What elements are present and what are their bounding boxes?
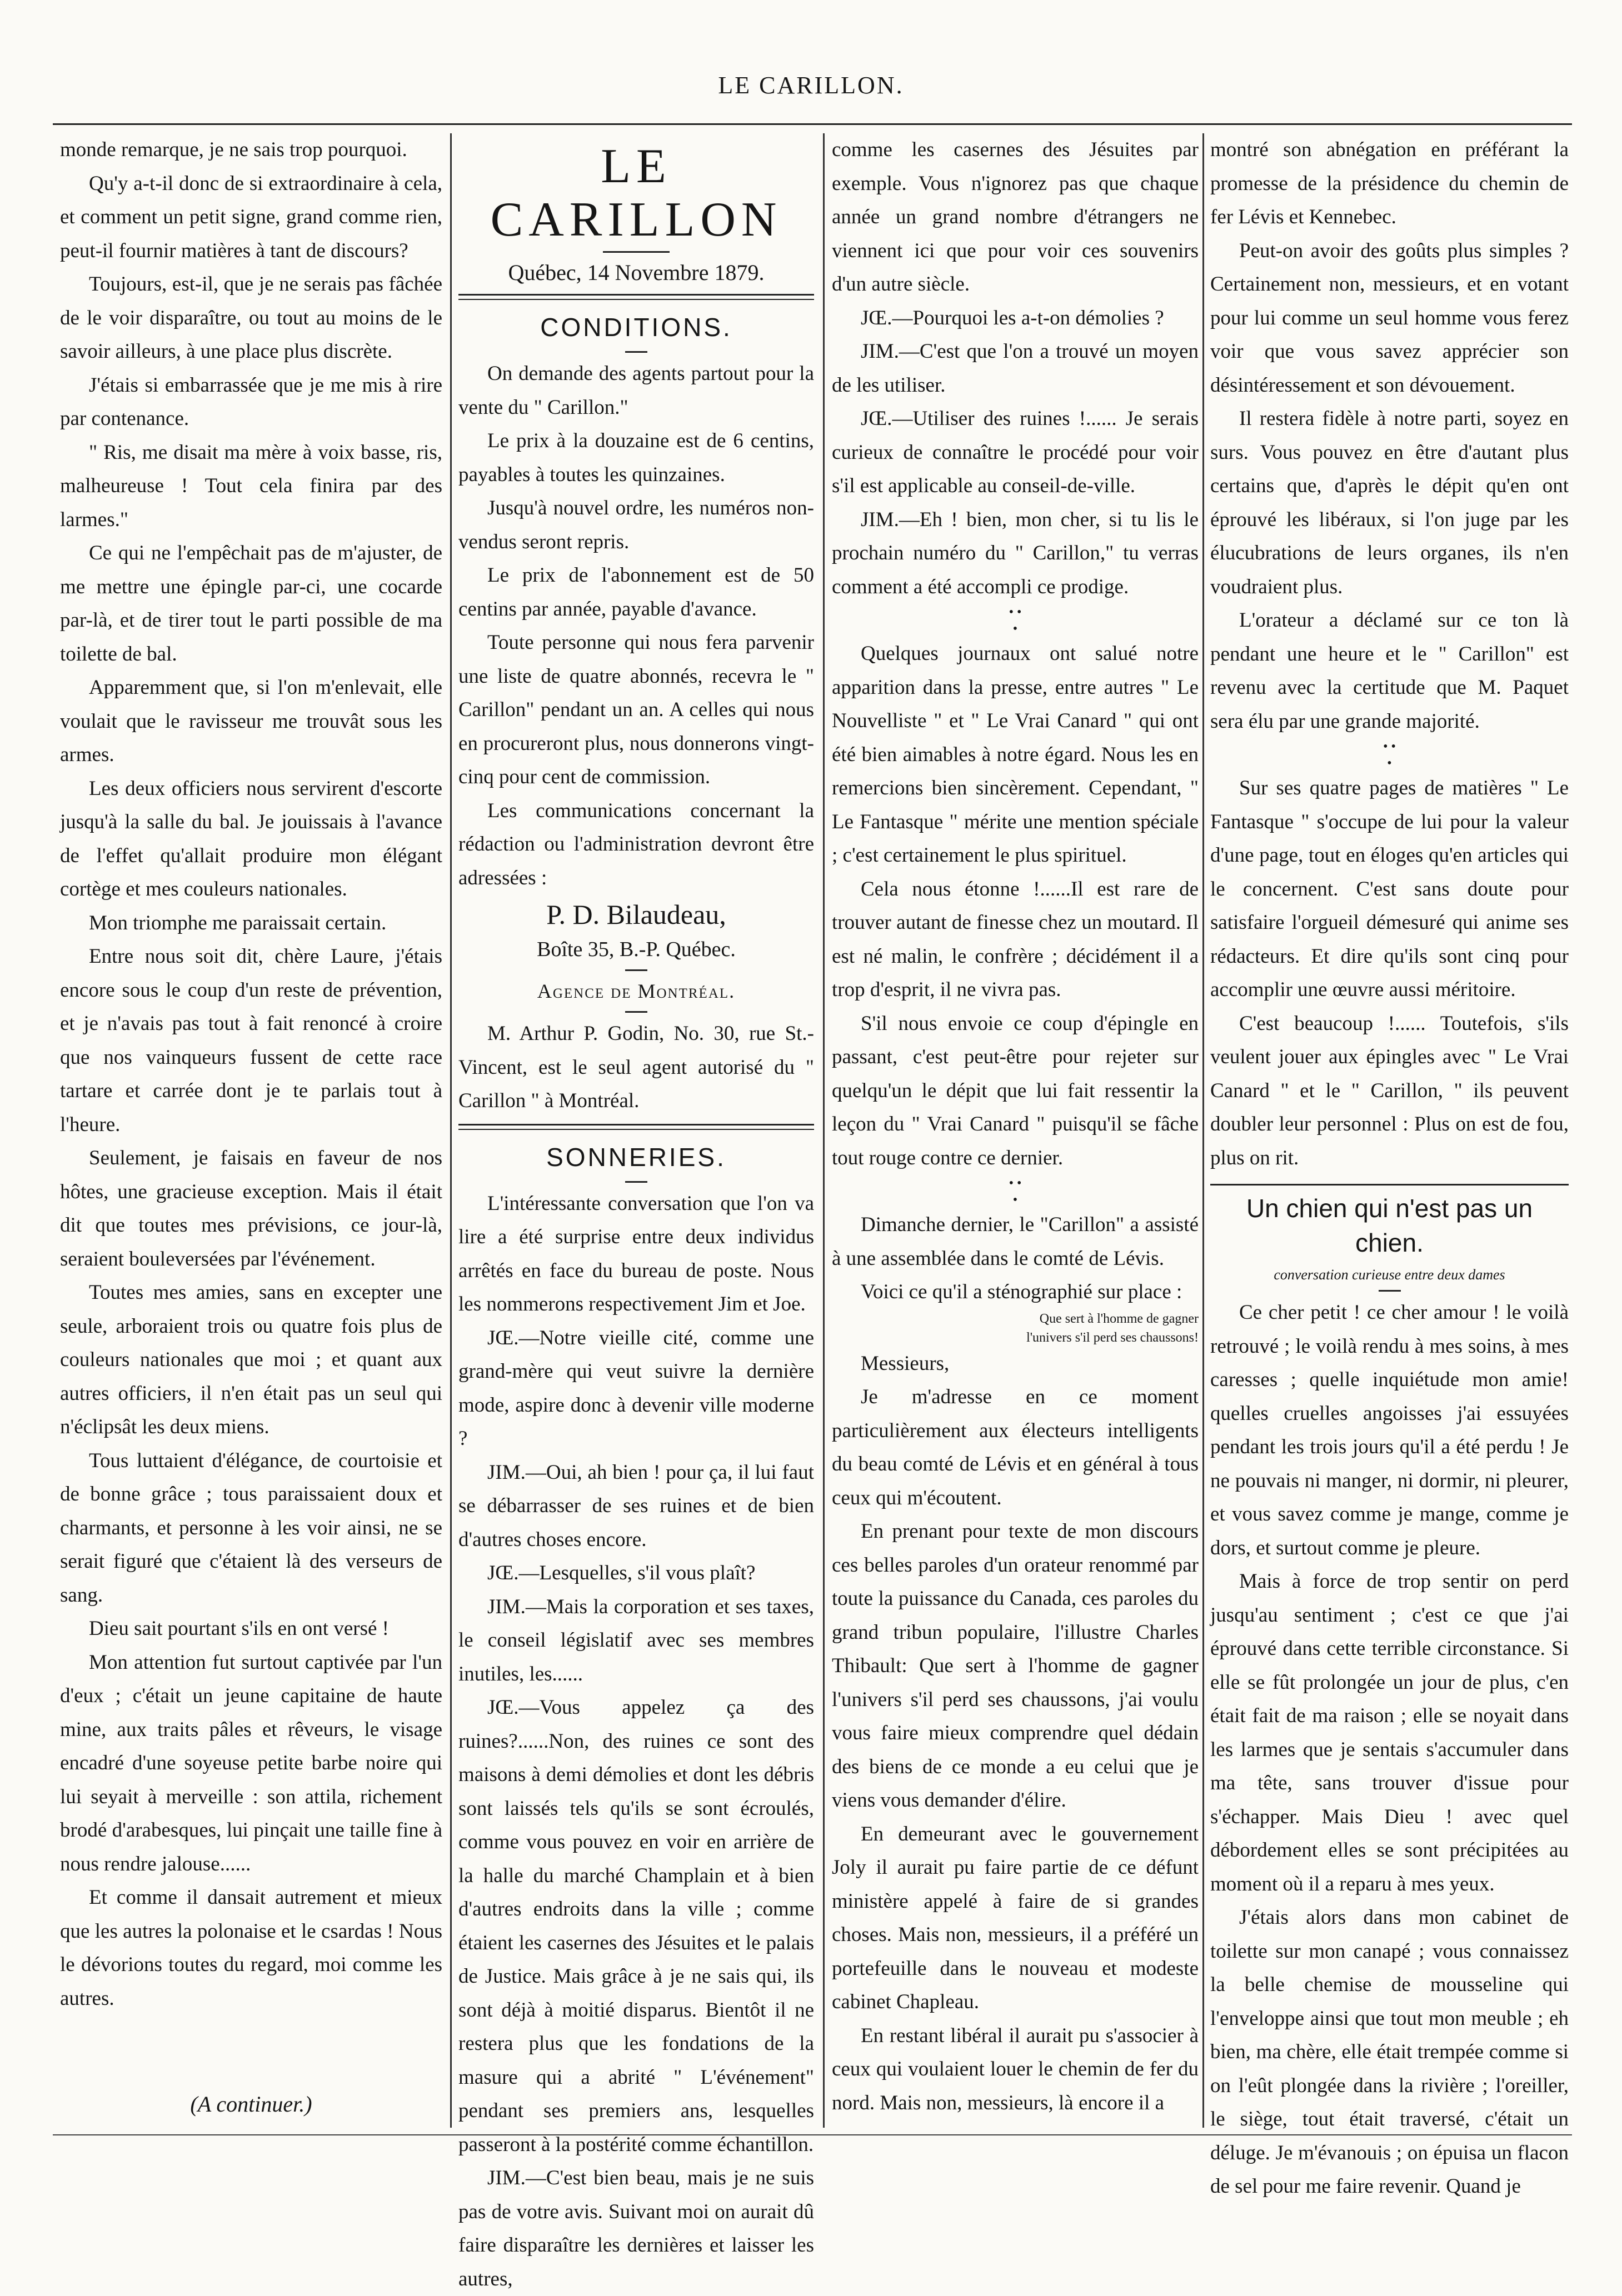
paragraph: Mon triomphe me paraissait certain. — [89, 911, 387, 934]
paragraph: " Ris, me disait ma mère à voix basse, ris, malheureuse ! Tout cela finira par des larmes." — [60, 441, 442, 531]
agent-address: Boîte 35, B.-P. Québec. — [537, 938, 736, 961]
paragraph: M. Arthur P. Godin, No. 30, rue St.-Vincent, est le seul agent autorisé du " Carillon " à Montréal. — [458, 1022, 814, 1112]
paragraph: J'étais si embarrassée que je me mis à rire par contenance. — [60, 373, 442, 430]
montreal-heading: Agence de Montréal. — [537, 980, 736, 1002]
column-3 — [832, 133, 1199, 2128]
column-divider — [450, 133, 452, 2128]
paragraph: JŒ.—Pourquoi les a-t-on démolies ? — [861, 306, 1164, 329]
rule — [458, 294, 814, 300]
asterism-ornament: • • • — [1383, 739, 1396, 771]
rule — [603, 251, 670, 253]
paragraph: Jusqu'à nouvel ordre, les numéros non-vendus seront repris. — [458, 497, 814, 553]
paragraph: montré son abnégation en préférant la promesse de la présidence du chemin de fer Lévis et Kennebec. — [1210, 138, 1569, 228]
paragraph: J'étais alors dans mon cabinet de toilette sur mon canapé ; vous connaissez la belle chemise de mousseline qui l'enveloppe ainsi que tout mon meuble ; eh bien, ma chère, elle était trempée comme si on l'eût plongée dans la rivière ; l'oreiller, le siège, tout était traversé, c'était un déluge. Je m'évanouis ; on épuisa un flacon de sel pour me faire revenir. Quand je — [1210, 1906, 1569, 2198]
paragraph: JIM.—C'est que l'on a trouvé un moyen de les utiliser. — [832, 340, 1199, 397]
paragraph: C'est beaucoup !...... Toutefois, s'ils veulent jouer aux épingles avec " Le Vrai Canard " et le " Carillon, " ils peuvent doubler leur personnel : Plus on est de fou, plus on rit. — [1210, 1012, 1569, 1169]
addressee: Messieurs, — [861, 1352, 950, 1375]
paragraph: Tous luttaient d'élégance, de courtoisie et de bonne grâce ; tous paraissaient doux et charmants, et personne à les voir ainsi, ne se serait figuré que c'étaient là des verseurs de sang. — [60, 1449, 442, 1607]
article-subtitle: conversation curieuse entre deux dames — [1274, 1267, 1505, 1283]
top-rule — [53, 123, 1572, 125]
paragraph: Les communications concernant la rédaction ou l'administration devront être adressées : — [458, 799, 814, 889]
paragraph: Il restera fidèle à notre parti, soyez en surs. Vous pouvez en être d'autant plus certains que, d'après le dépit qu'en ont éprouvé les libéraux, si l'on juge par les élucubrations de leurs organes, ils n'en voudraient plus. — [1210, 407, 1569, 598]
epigraph-line: Que sert à l'homme de gagner — [1039, 1311, 1199, 1326]
column-divider — [823, 133, 825, 2128]
rule — [1210, 1184, 1569, 1185]
masthead: LE CARILLON — [490, 139, 782, 247]
paragraph: On demande des agents partout pour la vente du " Carillon." — [458, 362, 814, 419]
paragraph: JIM.—C'est bien beau, mais je ne suis pas de votre avis. Suivant moi on aurait dû faire disparaître les dernières et laisser les autres, — [458, 2167, 814, 2290]
paragraph: Entre nous soit dit, chère Laure, j'étais encore sous le coup d'un reste de prévention, et je n'avais pas tout à fait renoncé à croire que nos vainqueurs fussent de cette race tartare et carrée dont je te parlais tout à l'heure. — [60, 945, 442, 1136]
paragraph: Cela nous étonne !......Il est rare de trouver autant de finesse chez un moutard. Il est né malin, le confrère ; décidément il a trop d'esprit, il ne vivra pas. — [832, 877, 1199, 1001]
paragraph: Dimanche dernier, le "Carillon" a assisté à une assemblée dans le comté de Lévis. — [832, 1213, 1199, 1270]
paragraph: JIM.—Eh ! bien, mon cher, si tu lis le prochain numéro du " Carillon," tu verras comment a été accompli ce prodige. — [832, 508, 1199, 598]
paragraph: Sur ses quatre pages de matières " Le Fantasque " s'occupe de lui pour la valeur d'une page, tout en éloges qu'en articles qui le concernent. C'est sans doute pour satisfaire l'orgueil démesuré qui anime ses rédacteurs. Et dire qu'ils sont cinq pour accomplir une œuvre aussi méritoire. — [1210, 777, 1569, 1001]
paragraph: JŒ.—Vous appelez ça des ruines?......Non, des ruines ce sont des maisons à demi démolies et dont les débris sont laissés tels qu'ils se sont écroulés, comme vous pouvez en voir en arrière de la halle du marché Champlain et à bien d'autres endroits dans la ville ; comme étaient les casernes des Jésuites et le palais de Justice. Mais grâce à je ne sais qui, ils sont déjà à moitié disparus. Bientôt il ne restera plus que les fondations de la masure qui a abrité " L'événement" pendant ses premiers ans, lesquelles passeront à la postérité comme échantillon. — [458, 1696, 814, 2156]
paragraph: Mais à force de trop sentir on perd jusqu'au sentiment ; c'est ce que j'ai éprouvé dans cette terrible circonstance. Si elle se fût prolongée un jour de plus, c'en était fait de ma raison ; elle se noyait dans les larmes que je sentais s'accumuler dans ma tête, sans trouver d'issue pour s'échapper. Mais Dieu ! avec quel débordement elles se sont précipitées au moment où il a reparu à mes yeux. — [1210, 1570, 1569, 1895]
to-be-continued: (A continuer.) — [190, 2092, 312, 2117]
paragraph: Ce qui ne l'empêchait pas de m'ajuster, de me mettre une épingle par-ci, une cocarde par-là, et de tirer tout le parti possible de ma toilette de bal. — [60, 542, 442, 666]
epigraph-line: l'univers s'il perd ses chaussons! — [1026, 1330, 1199, 1345]
rule — [625, 351, 647, 353]
agent-name: P. D. Bilaudeau, — [546, 899, 726, 930]
paragraph: JŒ.—Notre vieille cité, comme une grand-mère qui veut suivre la dernière mode, aspire donc à devenir ville moderne ? — [458, 1326, 814, 1450]
rule — [625, 1181, 647, 1183]
paragraph: Seulement, je faisais en faveur de nos hôtes, une gracieuse exception. Mais il était dit que toutes mes prévisions, ce jour-là, seraient bouleversées par l'événement. — [60, 1147, 442, 1270]
paragraph: En prenant pour texte de mon discours ces belles paroles d'un orateur renommé par toute la puissance du Canada, ces paroles du grand tribun populaire, l'illustre Charles Thibault: Que sert à l'homme de gagner l'univers s'il perd ses chaussons, j'ai voulu vous faire mieux comprendre quel dédain des biens de ce monde a eu celui que je viens vous demander d'élire. — [832, 1520, 1199, 1812]
paragraph: S'il nous envoie ce coup d'épingle en passant, c'est peut-être pour rejeter sur quelqu'un le dépit que lui fait ressentir la leçon du " Vrai Canard " puisqu'il se fâche tout rouge contre ce dernier. — [832, 1012, 1199, 1169]
paragraph: JIM.—Mais la corporation et ses taxes, le conseil législatif avec ses membres inutiles, les...... — [458, 1595, 814, 1685]
paragraph: L'orateur a déclamé sur ce ton là pendant une heure et le " Carillon" est revenu avec la certitude que M. Paquet sera élu par une grande majorité. — [1210, 609, 1569, 733]
paragraph: Apparemment que, si l'on m'enlevait, elle voulait que le ravisseur me trouvât sous les armes. — [60, 676, 442, 766]
paragraph: JŒ.—Utiliser des ruines !...... Je serais curieux de connaître le procédé pour voir s'il est applicable au conseil-de-ville. — [832, 407, 1199, 497]
sonneries-heading: SONNERIES. — [546, 1142, 726, 1172]
dateline: Québec, 14 Novembre 1879. — [508, 260, 765, 285]
asterism-ornament: • • • — [1009, 605, 1022, 636]
rule — [458, 1124, 814, 1130]
rule — [625, 1011, 647, 1013]
rule — [625, 969, 647, 971]
paragraph: En restant libéral il aurait pu s'associer à ceux qui voulaient louer le chemin de fer du nord. Mais non, messieurs, là encore il a — [832, 2024, 1199, 2114]
paragraph: Voici ce qu'il a sténographié sur place : — [861, 1280, 1182, 1303]
paragraph: Toujours, est-il, que je ne serais pas fâchée de le voir disparaître, ou tout au moins de le savoir ailleurs, à une place plus discrète. — [60, 273, 442, 363]
paragraph: JŒ.—Lesquelles, s'il vous plaît? — [487, 1562, 756, 1584]
paragraph: Je m'adresse en ce moment particulièrement aux électeurs intelligents du beau comté de Lévis et en général à tous ceux qui m'écoutent. — [832, 1385, 1199, 1509]
paragraph: Quelques journaux ont salué notre apparition dans la presse, entre autres " Le Nouvelliste " et " Le Vrai Canard " qui ont été bien aimables à notre égard. Nous les en remercions bien sincèrement. Cependant, " Le Fantasque " mérite une mention spéciale ; c'est certainement le plus spirituel. — [832, 642, 1199, 867]
paragraph: comme les casernes des Jésuites par exemple. Vous n'ignorez pas que chaque année un grand nombre d'étrangers ne viennent ici que pour voir ces souvenirs d'un autre siècle. — [832, 138, 1199, 296]
paragraph: Le prix de l'abonnement est de 50 centins par année, payable d'avance. — [458, 564, 814, 621]
paragraph: Toute personne qui nous fera parvenir une liste de quatre abonnés, recevra le " Carillon" pendant un an. A celles qui nous en procureront plus, nous donnerons vingt-cinq pour cent de commission. — [458, 631, 814, 788]
paragraph: Les deux officiers nous servirent d'escorte jusqu'à la salle du bal. Je jouissais à l'avance de l'effet qu'allait produire mon élégant cortège et mes couleurs nationales. — [60, 777, 442, 901]
paragraph: Dieu sait pourtant s'ils en ont versé ! — [89, 1617, 389, 1640]
running-head: LE CARILLON. — [718, 72, 904, 99]
bottom-rule — [53, 2134, 1572, 2135]
paragraph: En demeurant avec le gouvernement Joly il aurait pu faire partie de ce défunt ministère appelé à faire de si grandes choses. Mais non, messieurs, il a préféré un portefeuille dans le nouveau et modeste cabinet Chapleau. — [832, 1822, 1199, 2013]
paragraph: Toutes mes amies, sans en excepter une seule, arboraient trois ou quatre fois plus de couleurs nationales que moi ; et quant aux autres officiers, il n'en était pas un seul qui n'éclipsât les deux miens. — [60, 1281, 442, 1438]
paragraph: Mon attention fut surtout captivée par l'un d'eux ; c'était un jeune capitaine de haute mine, aux traits pâles et rêveurs, le visage encadré d'une soyeuse petite barbe noire qui lui seyait à merveille : son attila, richement brodé d'arabesques, lui pinçait une taille fine à nous rendre jalouse...... — [60, 1650, 442, 1875]
paragraph: L'intéressante conversation que l'on va lire a été surprise entre deux individus arrêtés en face du bureau de poste. Nous les nommerons respectivement Jim et Joe. — [458, 1192, 814, 1315]
column-4 — [1210, 133, 1569, 2198]
column-1 — [60, 133, 442, 2128]
column-2 — [458, 133, 814, 2290]
paragraph: monde remarque, je ne sais trop pourquoi. — [60, 138, 407, 161]
column-divider — [1202, 133, 1204, 2128]
paragraph: Le prix à la douzaine est de 6 centins, payables à toutes les quinzaines. — [458, 429, 814, 486]
paragraph: Et comme il dansait autrement et mieux que les autres la polonaise et le csardas ! Nous le dévorions toutes du regard, moi comme les autres. — [60, 1886, 442, 2010]
asterism-ornament: • • • — [1009, 1176, 1022, 1207]
rule — [1379, 1290, 1401, 1292]
paragraph: JIM.—Oui, ah bien ! pour ça, il lui faut se débarrasser de ses ruines et de bien d'autres choses encore. — [458, 1460, 814, 1551]
paragraph: Peut-on avoir des goûts plus simples ? Certainement non, messieurs, et en votant pour lui comme un seul homme vous ferez voir que vous savez apprécier son désintéressement et son dévouement. — [1210, 239, 1569, 397]
article-title: Un chien qui n'est pas un chien. — [1246, 1194, 1533, 1257]
conditions-heading: CONDITIONS. — [540, 313, 732, 342]
paragraph: Ce cher petit ! ce cher amour ! le voilà retrouvé ; le voilà rendu à mes soins, à mes caresses ; quelle inquiétude mon amie! quelles cruelles angoisses j'ai essuyées pendant les trois jours qu'il a été perdu ! Je ne pouvais ni manger, ni dormir, ni pleurer, et vous savez comme je mange, comme je dors, et surtout comme je pleure. — [1210, 1301, 1569, 1559]
paragraph: Qu'y a-t-il donc de si extraordinaire à cela, et comment un petit signe, grand comme rien, peut-il fournir matières à tant de discours? — [60, 172, 442, 262]
